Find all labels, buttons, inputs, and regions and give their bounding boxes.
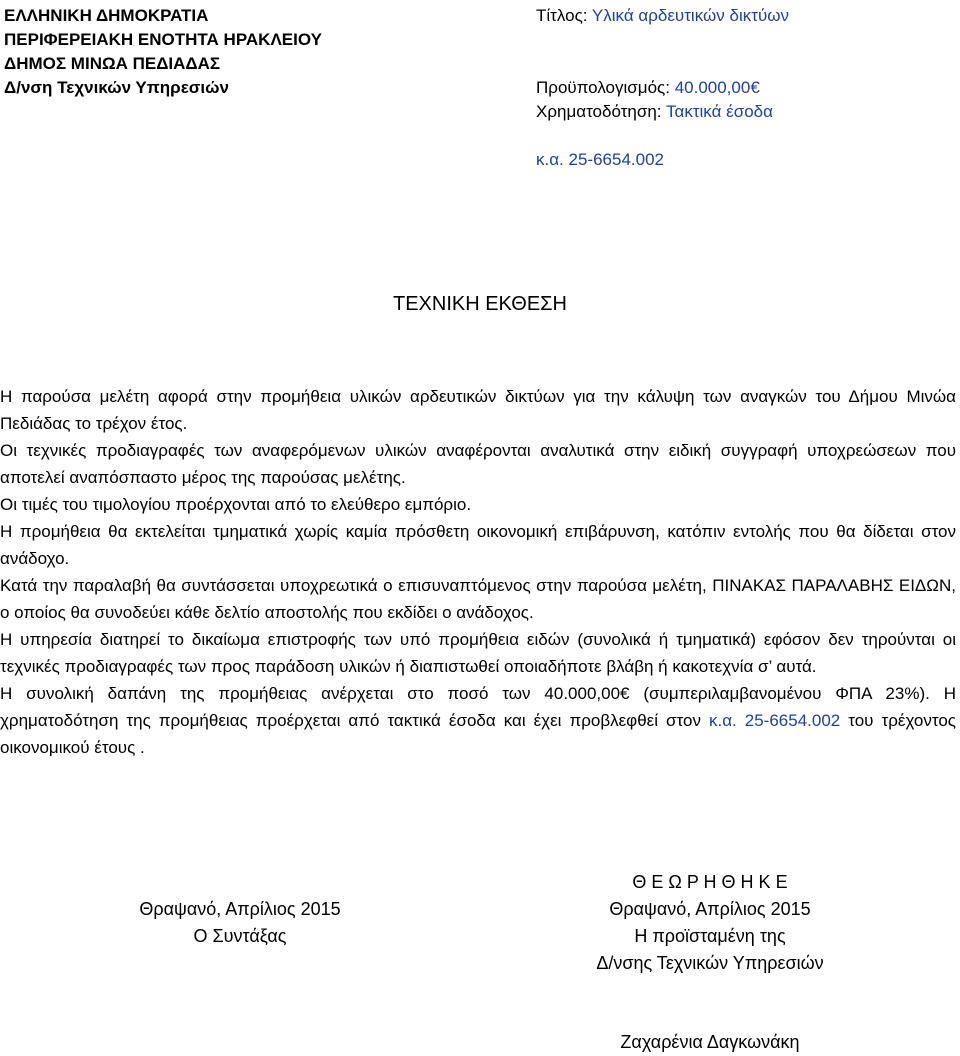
meta-funding-value: Τακτικά έσοδα: [665, 102, 773, 121]
approval-role-line1: Η προϊσταμένη της: [634, 926, 786, 946]
issuer-header: [4, 4, 322, 100]
approval-place-date: Θραψανό, Απρίλιος 2015: [609, 899, 811, 919]
meta-title: [536, 4, 789, 28]
paragraph-execution: Η προμήθεια θα εκτελείται τμηματικά χωρίς καμία πρόσθετη οικονομική επιβάρυνση, κατόπιν εντολής που θα δίδεται στον ανάδοχο.: [0, 522, 956, 568]
meta-budget-label: Προϋπολογισμός:: [536, 78, 670, 97]
cost-text: Η συνολική δαπάνη της προμήθειας ανέρχεται στο ποσό των 40.000,00€ (συμπεριλαμβανομένου ΦΠΑ 23%). Η χρηματοδότηση της προμήθειας προέρχεται από τακτικά έσοδα και έχει προβλεφθεί στον: [0, 684, 956, 730]
approval-role-line2: Δ/νσης Τεχνικών Υπηρεσιών: [596, 953, 824, 973]
paragraph-scope: Η παρούσα μελέτη αφορά στην προμήθεια υλικών αρδευτικών δικτύων για την κάλυψη των αναγκών του Δήμου Μινώα Πεδιάδας το τρέχον έτος.: [0, 387, 956, 433]
paragraph-prices: Οι τιμές του τιμολογίου προέρχονται από το ελεύθερο εμπόριο.: [0, 495, 472, 514]
meta-title-value: Υλικά αρδευτικών δικτύων: [591, 6, 790, 25]
report-body: [0, 383, 956, 761]
header-department: Δ/νση Τεχνικών Υπηρεσιών: [4, 78, 229, 97]
paragraph-returns: Η υπηρεσία διατηρεί το δικαίωμα επιστροφής των υπό προμήθεια ειδών (συνολικά ή τμηματικά) εφόσον δεν τηρούνται οι τεχνικές προδιαγραφές των προς παράδοση υλικών ή διαπιστωθεί οποιαδήποτε βλάβη ή κακοτεχνία σ’ αυτά.: [0, 630, 956, 676]
header-country: ΕΛΛΗΝΙΚΗ ΔΗΜΟΚΡΑΤΙΑ: [4, 6, 209, 25]
header-region: ΠΕΡΙΦΕΡΕΙΑΚΗ ΕΝΟΤΗΤΑ ΗΡΑΚΛΕΙΟΥ: [4, 30, 322, 49]
meta-ka: [536, 148, 664, 172]
approver-name: Ζαχαρένια Δαγκωνάκη: [620, 1032, 800, 1052]
signature-approval: [560, 869, 860, 977]
document-title: ΤΕΧΝΙΚΗ ΕΚΘΕΣΗ: [392, 293, 567, 315]
paragraph-receipt: Κατά την παραλαβή θα συντάσσεται υποχρεωτικά ο επισυναπτόμενος στην παρούσα μελέτη, ΠΙΝΑΚΑΣ ΠΑΡΑΛΑΒΗΣ ΕΙΔΩΝ, ο οποίος θα συνοδεύει κάθε δελτίο αποστολής που εκδίδει ο ανάδοχος.: [0, 576, 956, 622]
cost-text-end: του τρέχοντος οικονομικού έτους .: [0, 711, 956, 757]
meta-budget: [536, 76, 760, 100]
meta-title-label: Τίτλος:: [536, 6, 588, 25]
meta-funding-label: Χρηματοδότηση:: [536, 102, 662, 121]
approval-heading: Θ Ε Ω Ρ Η Θ Η Κ Ε: [632, 872, 788, 892]
author-place-date: Θραψανό, Απρίλιος 2015: [139, 899, 341, 919]
header-municipality: ΔΗΜΟΣ ΜΙΝΩΑ ΠΕΔΙΑΔΑΣ: [4, 54, 221, 73]
paragraph-specifications: Οι τεχνικές προδιαγραφές των αναφερόμενων υλικών αναφέρονται αναλυτικά στην ειδική συγγραφή υποχρεώσεων που αποτελεί αναπόσπαστο μέρος της παρούσας μελέτης.: [0, 441, 956, 487]
paragraph-cost: [0, 680, 956, 761]
meta-funding: [536, 100, 773, 124]
author-role: Ο Συντάξας: [193, 926, 287, 946]
signature-author: [110, 896, 370, 950]
meta-budget-value: 40.000,00€: [674, 78, 760, 97]
meta-ka-value: 25-6654.002: [568, 150, 664, 169]
meta-ka-label: κ.α.: [536, 150, 564, 169]
cost-ka-code: κ.α. 25-6654.002: [708, 711, 841, 730]
